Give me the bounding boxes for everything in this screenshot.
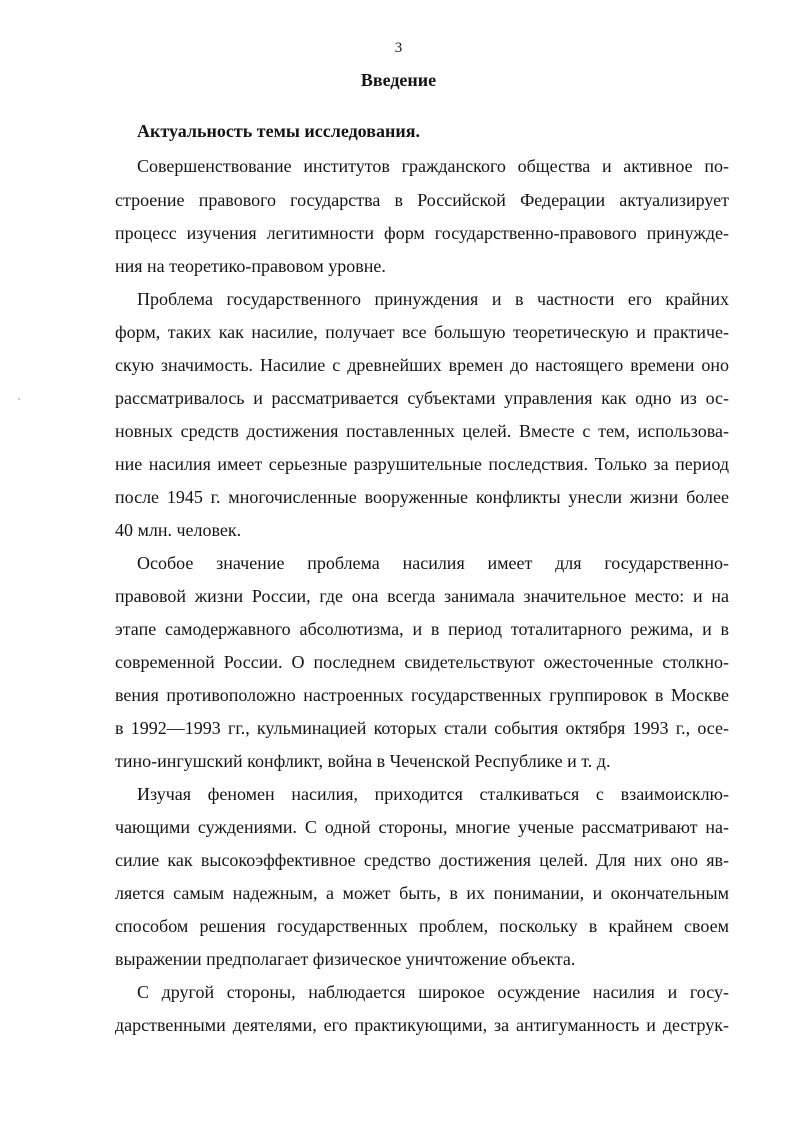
text-line: новных средств достижения поставленных целей. Вместе с тем, использова- xyxy=(115,421,729,441)
text-line: современной России. О последнем свидетельствуют ожесточенные столкно- xyxy=(115,652,729,672)
page-number: 3 xyxy=(394,40,403,56)
text-line: Изучая феномен насилия, приходится сталкиваться с взаимоисклю- xyxy=(137,784,729,804)
text-line: силие как высокоэффективное средство достижения целей. Для них оно яв- xyxy=(115,850,729,870)
text-line: ния на теоретико-правовом уровне. xyxy=(115,256,386,276)
text-line: правовой жизни России, где она всегда занимала значительное место: и на xyxy=(115,586,729,606)
text-line: дарственными деятелями, его практикующими, за антигуманность и деструк- xyxy=(115,1015,729,1035)
text-line: Проблема государственного принуждения и в частности его крайних xyxy=(137,289,729,309)
text-line: 40 млн. человек. xyxy=(115,520,242,540)
text-line: рассматривалось и рассматривается субъектами управления как одно из ос- xyxy=(115,388,729,408)
text-line: чающими суждениями. С одной стороны, многие ученые рассматривают на- xyxy=(115,817,729,837)
chapter-heading: Введение xyxy=(360,70,437,90)
text-line: вения противоположно настроенных государственных группировок в Москве xyxy=(115,685,729,705)
text-line: скую значимость. Насилие с древнейших времен до настоящего времени оно xyxy=(115,355,729,375)
text-line: в 1992—1993 гг., кульминацией которых стали события октября 1993 г., осе- xyxy=(115,718,729,738)
text-line: ние насилия имеет серьезные разрушительные последствия. Только за период xyxy=(115,454,729,474)
text-line: после 1945 г. многочисленные вооруженные конфликты унесли жизни более xyxy=(115,487,729,507)
text-line: выражении предполагает физическое уничтожение объекта. xyxy=(115,949,576,969)
section-title: Актуальность темы исследования. xyxy=(137,121,420,141)
text-line: способом решения государственных проблем, поскольку в крайнем своем xyxy=(115,916,729,936)
text-line: ляется самым надежным, а может быть, в их понимании, и окончательным xyxy=(115,883,729,903)
text-line: форм, таких как насилие, получает все большую теоретическую и практиче- xyxy=(115,322,729,342)
text-line: Совершенствование институтов гражданского общества и активное по- xyxy=(137,156,729,176)
text-line: строение правового государства в Российской Федерации актуализирует xyxy=(115,190,729,210)
text-line: С другой стороны, наблюдается широкое осуждение насилия и госу- xyxy=(137,982,729,1002)
text-line: процесс изучения легитимности форм государственно-правового принужде- xyxy=(115,223,729,243)
text-line: Особое значение проблема насилия имеет для государственно- xyxy=(137,553,729,573)
text-line: тино-ингушский конфликт, война в Чеченской Республике и т. д. xyxy=(115,751,611,771)
text-line: этапе самодержавного абсолютизма, и в период тоталитарного режима, и в xyxy=(115,619,729,639)
scan-speck xyxy=(18,398,20,400)
